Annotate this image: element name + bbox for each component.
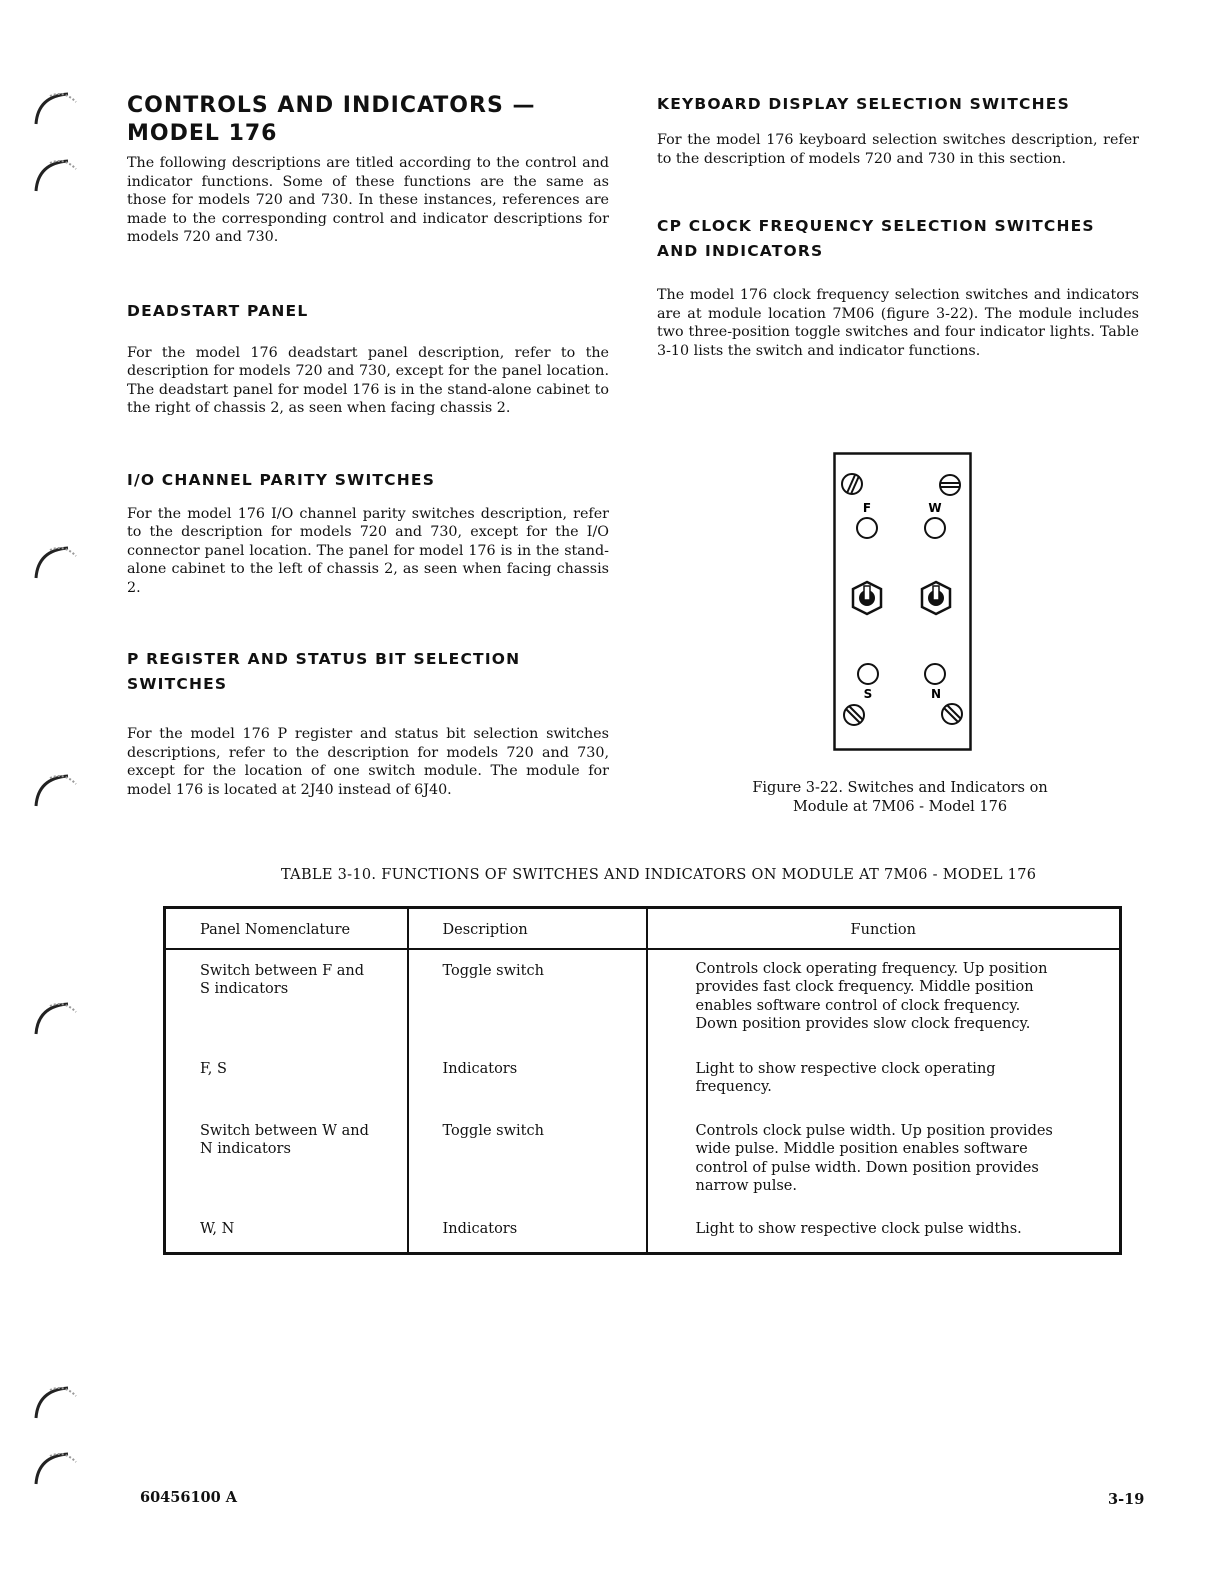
intro-paragraph: The following descriptions are titled according to the control and indicator functions. Some of these functions are the same as those for models 720 and 730. In these instances, references are made to the corresponding control and indicator descriptions for models 720 and 730. [127, 155, 609, 245]
section-heading-p-register: P REGISTER AND STATUS BIT SELECTION SWITCHES [127, 650, 521, 693]
screw-top-left-icon [842, 474, 862, 494]
indicator-label-w: W [928, 501, 942, 515]
cell-nomenclature [165, 949, 408, 1052]
screw-bottom-left-icon [844, 705, 864, 725]
nomenclature-line: N indicators [200, 1141, 291, 1157]
screw-bottom-right-icon [942, 704, 962, 724]
binder-hole-7 [30, 1448, 80, 1488]
toggle-switch-f-s-icon [853, 582, 881, 614]
module-diagram [833, 452, 973, 752]
left-column [127, 92, 609, 799]
function-line: enables software control of clock frequency. [695, 997, 1021, 1014]
indicator-label-n: N [930, 687, 942, 701]
section-body-deadstart: For the model 176 deadstart panel description, refer to the description for models 720 and 730, except for the panel location. The deadstart panel for model 176 is in the stand-alone cabinet to the right of chassis 2, as seen when facing chassis 2. [127, 344, 609, 416]
table-row [165, 1212, 1121, 1254]
function-line: narrow pulse. [695, 1178, 797, 1194]
cell-description: Toggle switch [408, 949, 647, 1052]
indicator-light-w [925, 518, 945, 538]
column-header-description: Description [408, 908, 647, 949]
section-body-p-register: For the model 176 P register and status bit selection switches descriptions, refer to the description for models 720 and 730, except for the location of one switch module. The module for model 176 is located at 2J40 instead of 6J40. [127, 726, 609, 798]
binder-hole-3 [30, 542, 80, 582]
figure-caption-line2: Module at 7M06 - Model 176 [792, 799, 1008, 815]
figure-caption-line1: Figure 3-22. Switches and Indicators on [752, 780, 1048, 796]
page-number: 3-19 [1108, 1491, 1145, 1508]
document-number: 60456100 A [140, 1489, 238, 1506]
function-line: provides fast clock frequency. Middle position [695, 979, 1034, 995]
function-line: frequency. [695, 1079, 772, 1095]
binder-hole-6 [30, 1382, 80, 1422]
indicator-label-s: S [863, 687, 873, 701]
nomenclature-line: F, S [200, 1060, 227, 1077]
binder-hole-5 [30, 998, 80, 1038]
cell-nomenclature [165, 1052, 408, 1114]
cell-description: Indicators [408, 1212, 647, 1254]
function-line: Light to show respective clock operating [695, 1060, 996, 1077]
cell-function [647, 1052, 1121, 1114]
page-title-line2: MODEL 176 [127, 121, 278, 146]
binder-hole-1 [30, 88, 80, 128]
function-line: control of pulse width. Down position provides [695, 1159, 1039, 1176]
cell-function [647, 1114, 1121, 1212]
figure-caption [700, 779, 1100, 817]
function-line: Down position provides slow clock frequency. [695, 1016, 1031, 1032]
nomenclature-line: Switch between W and [200, 1122, 369, 1139]
binder-hole-4 [30, 770, 80, 810]
cell-function [647, 1212, 1121, 1254]
toggle-switch-w-n-icon [922, 582, 950, 614]
indicator-light-s [858, 664, 878, 684]
section-body-cp-clock: The model 176 clock frequency selection switches and indicators are at module location 7M06 (figure 3-22). The module includes two three-position toggle switches and four indicator lights. Table 3-10 lists the switch and indicator functions. [657, 287, 1139, 359]
cell-nomenclature [165, 1114, 408, 1212]
section-heading-cp-clock [657, 214, 1139, 264]
cell-function [647, 949, 1121, 1052]
section-heading-keyboard: KEYBOARD DISPLAY SELECTION SWITCHES [657, 95, 1070, 113]
indicator-light-n [925, 664, 945, 684]
table-title: TABLE 3-10. FUNCTIONS OF SWITCHES AND INDICATORS ON MODULE AT 7M06 - MODEL 176 [281, 867, 1037, 883]
column-header-function: Function [647, 908, 1121, 949]
section-heading-cp-clock-line2: AND INDICATORS [657, 242, 824, 260]
column-header-nomenclature: Panel Nomenclature [165, 908, 408, 949]
page-title-line1: CONTROLS AND INDICATORS — [127, 93, 536, 118]
indicator-label-f: F [862, 501, 872, 515]
table-row [165, 1114, 1121, 1212]
table-header-row [165, 908, 1121, 949]
section-heading-deadstart: DEADSTART PANEL [127, 301, 309, 320]
section-heading-io-parity: I/O CHANNEL PARITY SWITCHES [127, 470, 436, 489]
section-heading-cp-clock-line1: CP CLOCK FREQUENCY SELECTION SWITCHES [657, 217, 1095, 235]
table-row [165, 949, 1121, 1052]
cell-description: Toggle switch [408, 1114, 647, 1212]
section-body-io-parity: For the model 176 I/O channel parity switches description, refer to the description for models 720 and 730, except for the I/O connector panel location. The panel for model 176 is in the stand-alone cabinet to the left of chassis 2, as seen when facing chassis 2. [127, 505, 609, 596]
binder-hole-2 [30, 155, 80, 195]
screw-top-right-icon [940, 475, 960, 495]
function-line: Controls clock operating frequency. Up position [695, 960, 1048, 977]
function-line: Light to show respective clock pulse widths. [695, 1220, 1022, 1237]
right-column [657, 92, 1139, 360]
nomenclature-line: Switch between F and [200, 962, 365, 979]
page-title [127, 92, 609, 148]
cell-description: Indicators [408, 1052, 647, 1114]
table-row [165, 1052, 1121, 1114]
nomenclature-line: W, N [200, 1220, 235, 1237]
indicator-light-f [857, 518, 877, 538]
cell-nomenclature [165, 1212, 408, 1254]
nomenclature-line: S indicators [200, 981, 289, 997]
section-body-keyboard: For the model 176 keyboard selection switches description, refer to the description of models 720 and 730 in this section. [657, 132, 1139, 167]
functions-table [163, 906, 1122, 1255]
function-line: wide pulse. Middle position enables software [695, 1141, 1028, 1157]
function-line: Controls clock pulse width. Up position provides [695, 1122, 1053, 1139]
